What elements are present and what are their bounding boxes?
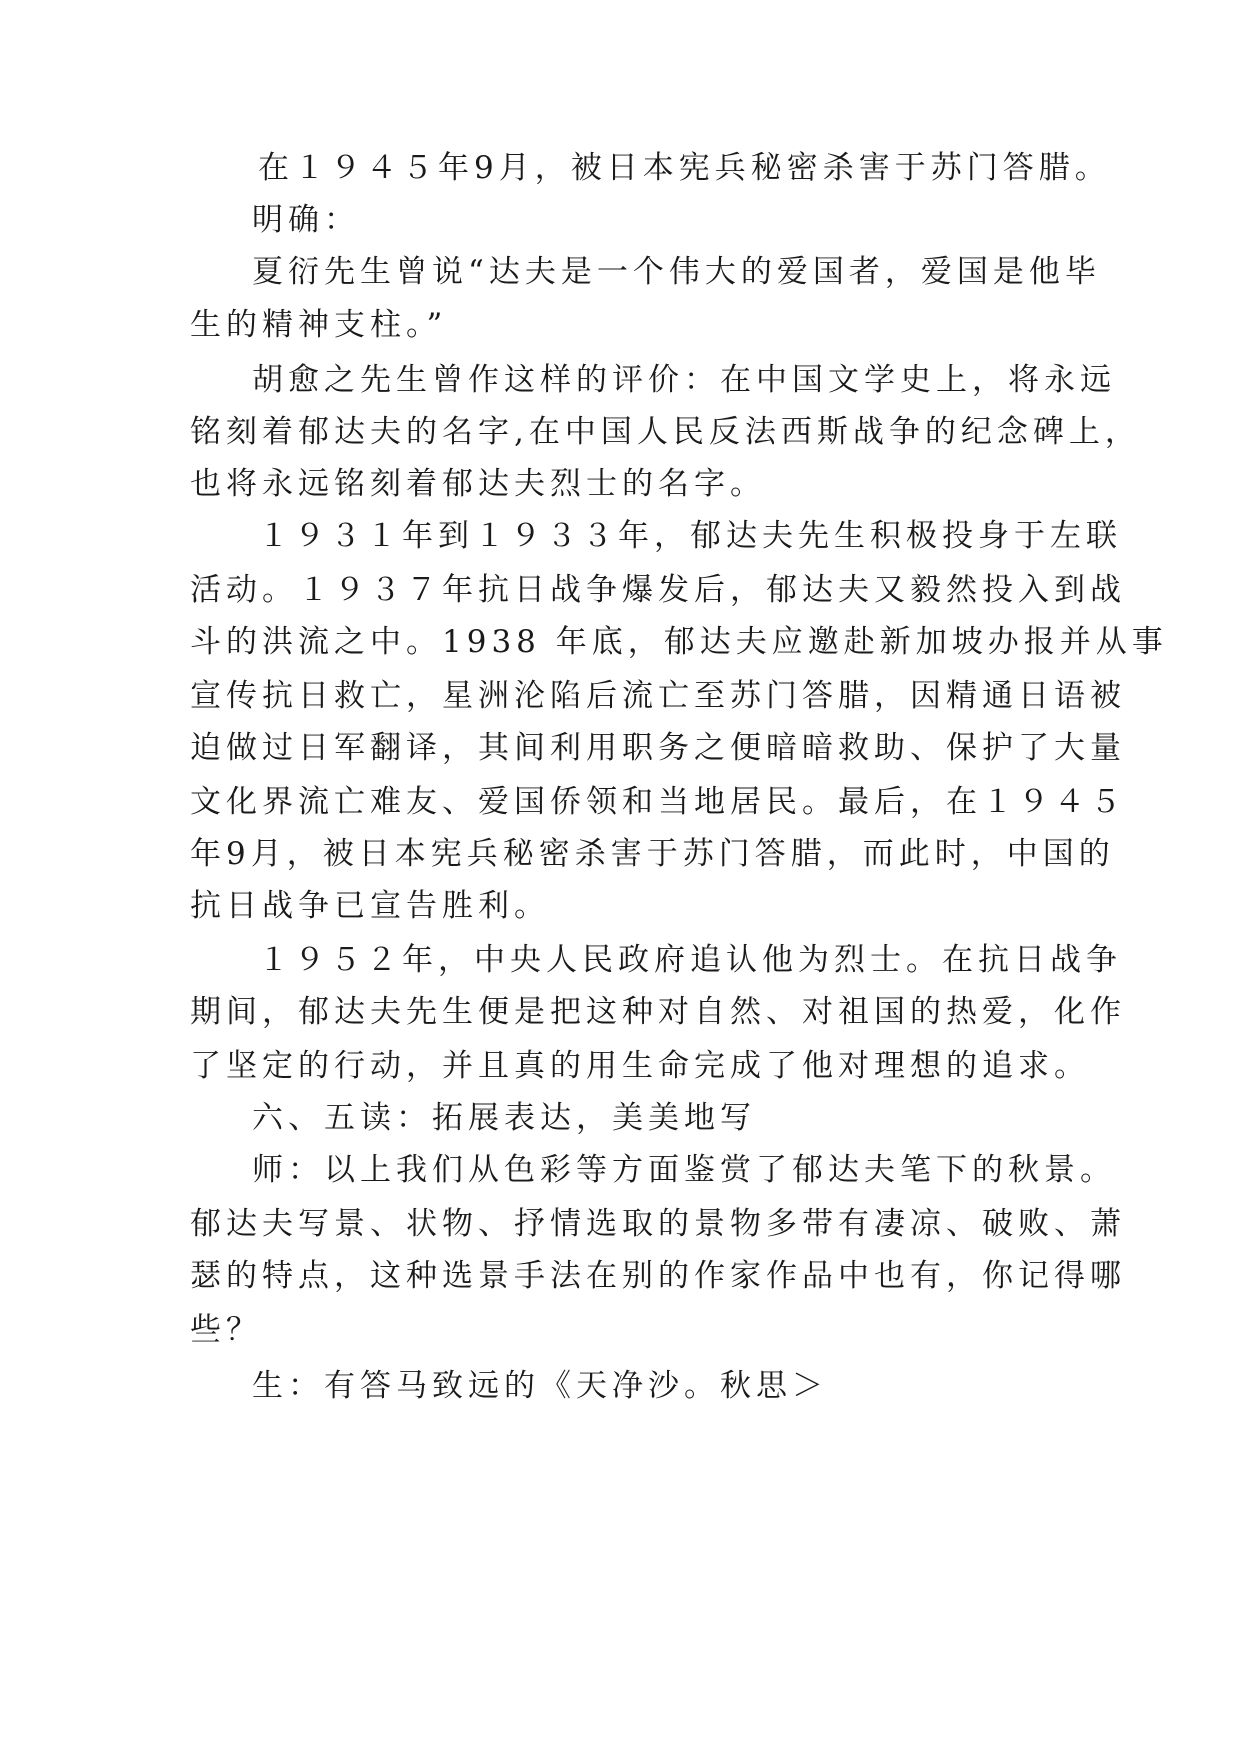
text-line: 期间，郁达夫先生便是把这种对自然、对祖国的热爱，化作 [190, 994, 1126, 1030]
text-line: 年9月，被日本宪兵秘密杀害于苏门答腊，而此时，中国的 [190, 836, 1115, 872]
text-line: 胡愈之先生曾作这样的评价：在中国文学史上，将永远 [252, 362, 1116, 398]
text-line: 宣传抗日救亡，星洲沦陷后流亡至苏门答腊，因精通日语被 [190, 678, 1126, 714]
text-line: 铭刻着郁达夫的名字,在中国人民反法西斯战争的纪念碑上， [190, 414, 1141, 450]
text-line: 师：以上我们从色彩等方面鉴赏了郁达夫笔下的秋景。 [252, 1152, 1116, 1188]
text-line: 迫做过日军翻译，其间利用职务之便暗暗救助、保护了大量 [190, 730, 1126, 766]
text-line: 些？ [190, 1312, 262, 1348]
text-line: 文化界流亡难友、爱国侨领和当地居民。最后，在１９４５ [190, 784, 1126, 820]
text-line: 抗日战争已宣告胜利。 [190, 888, 550, 924]
section-heading: 六、五读：拓展表达，美美地写 [252, 1100, 756, 1136]
text-line: 郁达夫写景、状物、抒情选取的景物多带有凄凉、破败、萧 [190, 1206, 1126, 1242]
text-line: 在１９４５年9月，被日本宪兵秘密杀害于苏门答腊。 [258, 150, 1111, 186]
text-line: 了坚定的行动，并且真的用生命完成了他对理想的追求。 [190, 1048, 1090, 1084]
text-line: 瑟的特点，这种选景手法在别的作家作品中也有，你记得哪 [190, 1258, 1126, 1294]
text-line: １９３１年到１９３３年，郁达夫先生积极投身于左联 [258, 518, 1122, 554]
text-line: 活动。１９３７年抗日战争爆发后，郁达夫又毅然投入到战 [190, 572, 1126, 608]
text-line: 夏衍先生曾说“达夫是一个伟大的爱国者，爱国是他毕 [252, 254, 1101, 290]
text-line: 生：有答马致远的《天净沙。秋思＞ [252, 1368, 828, 1404]
text-line: 明确： [252, 202, 360, 238]
text-line: 生的精神支柱。” [190, 307, 448, 343]
text-line: 斗的洪流之中。1938 年底，郁达夫应邀赴新加坡办报并从事 [190, 624, 1168, 660]
text-line: １９５２年，中央人民政府追认他为烈士。在抗日战争 [258, 942, 1122, 978]
text-line: 也将永远铭刻着郁达夫烈士的名字。 [190, 466, 766, 502]
